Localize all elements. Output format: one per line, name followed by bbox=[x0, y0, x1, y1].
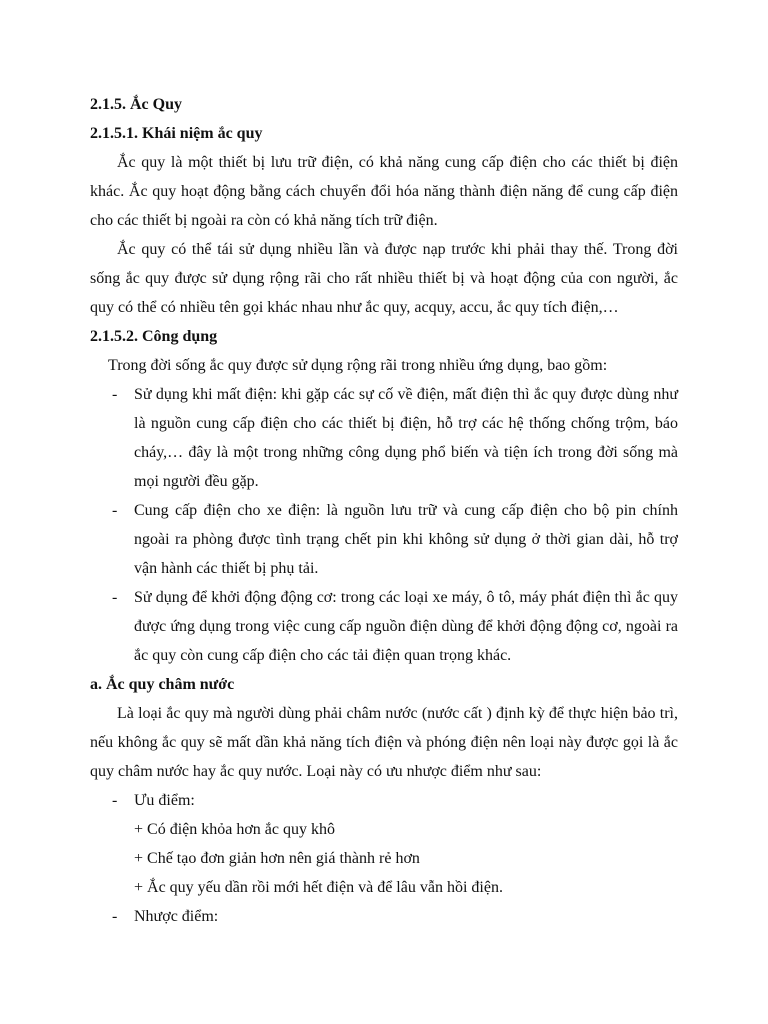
sub-list-item: + Chế tạo đơn giản hơn nên giá thành rẻ hơn bbox=[134, 850, 420, 867]
list-item bbox=[90, 496, 678, 583]
list-item bbox=[90, 583, 678, 670]
list-item-text: Sử dụng để khởi động động cơ: trong các loại xe máy, ô tô, máy phát điện thì ắc quy được ứng dụng trong việc cung cấp nguồn điện dùng để khởi động động cơ, ngoài ra ắc quy còn cung cấp điện cho các tải điện quan trọng khác. bbox=[134, 589, 678, 664]
paragraph-flooded-battery: Là loại ắc quy mà người dùng phải châm nước (nước cất ) định kỳ để thực hiện bảo trì, nếu không ắc quy sẽ mất dần khả năng tích điện và phóng điện nên loại này được gọi là ắc quy châm nước hay ắc quy nước. Loại này có ưu nhược điểm như sau: bbox=[90, 705, 678, 780]
cons-label: Nhược điểm: bbox=[134, 908, 219, 925]
paragraph-definition-1: Ắc quy là một thiết bị lưu trữ điện, có khả năng cung cấp điện cho các thiết bị điện khác. Ắc quy hoạt động bằng cách chuyển đổi hóa năng thành điện năng để cung cấp điện cho các thiết bị ngoài ra còn có khả năng tích trữ điện. bbox=[90, 154, 678, 229]
list-item-cons bbox=[90, 902, 678, 931]
paragraph-definition-2: Ắc quy có thể tái sử dụng nhiều lần và được nạp trước khi phải thay thế. Trong đời sống ắc quy được sử dụng rộng rãi cho rất nhiều thiết bị và hoạt động của con người, ắc quy có thể có nhiều tên gọi khác nhau như ắc quy, acquy, accu, ắc quy tích điện,… bbox=[90, 241, 678, 316]
bullet-dash: - bbox=[112, 386, 118, 403]
bullet-dash: - bbox=[112, 589, 118, 606]
paragraph-usage-intro: Trong đời sống ắc quy được sử dụng rộng rãi trong nhiều ứng dụng, bao gồm: bbox=[108, 357, 608, 374]
section-heading-2-1-5-1: 2.1.5.1. Khái niệm ắc quy bbox=[90, 125, 263, 142]
bullet-dash: - bbox=[112, 502, 118, 519]
document-page bbox=[90, 90, 678, 931]
list-item-pros bbox=[90, 786, 678, 815]
sub-list-item: + Ắc quy yếu dần rồi mới hết điện và để lâu vẫn hồi điện. bbox=[134, 879, 503, 896]
pros-label: Ưu điểm: bbox=[134, 792, 195, 809]
list-item bbox=[90, 380, 678, 496]
list-item-text: Cung cấp điện cho xe điện: là nguồn lưu trữ và cung cấp điện cho bộ pin chính ngoài ra phòng được tình trạng chết pin khi không sử dụng ở thời gian dài, hỗ trợ vận hành các thiết bị phụ tải. bbox=[134, 502, 678, 577]
bullet-dash: - bbox=[112, 792, 118, 809]
bullet-dash: - bbox=[112, 908, 118, 925]
section-heading-a: a. Ắc quy châm nước bbox=[90, 676, 235, 693]
section-heading-2-1-5-2: 2.1.5.2. Công dụng bbox=[90, 328, 218, 345]
section-heading-2-1-5: 2.1.5. Ắc Quy bbox=[90, 96, 182, 113]
sub-list-item: + Có điện khỏa hơn ắc quy khô bbox=[134, 821, 336, 838]
list-item-text: Sử dụng khi mất điện: khi gặp các sự cố về điện, mất điện thì ắc quy được dùng như là nguồn cung cấp điện cho các thiết bị điện, hỗ trợ các hệ thống chống trộm, báo cháy,… đây là một trong những công dụng phổ biến và tiện ích trong đời sống mà mọi người đều gặp. bbox=[134, 386, 678, 490]
